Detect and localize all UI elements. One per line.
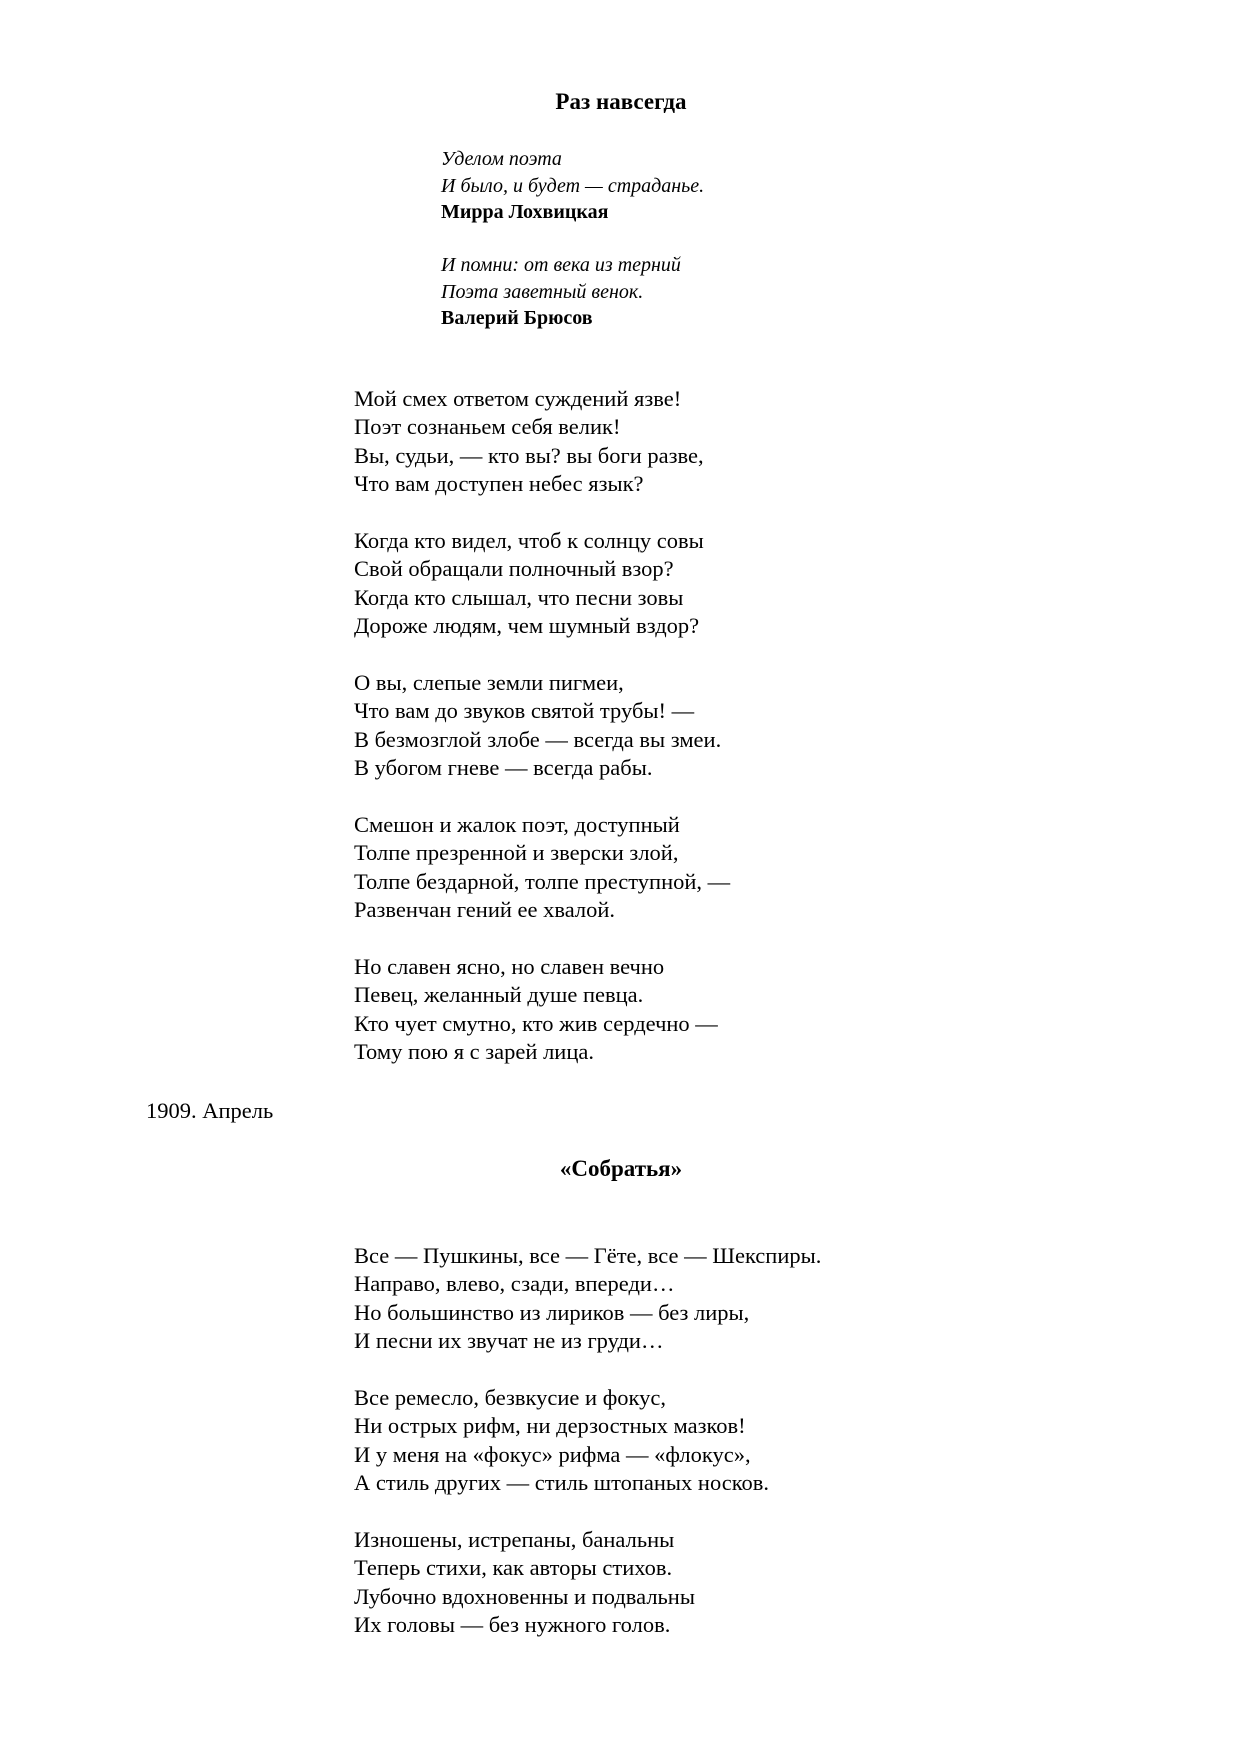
verse-line: И у меня на «фокус» рифма — «флокус», bbox=[354, 1441, 751, 1467]
verse-line: В безмозглой злобе — всегда вы змеи. bbox=[354, 726, 722, 752]
verse-line: Все ремесло, безвкусие и фокус, bbox=[354, 1385, 667, 1411]
stanza bbox=[354, 385, 730, 499]
epigraph-line: И помни: от века из терний bbox=[441, 254, 681, 276]
verse-line: Дороже людям, чем шумный вздор? bbox=[354, 613, 700, 639]
epigraph-line: Уделом поэта bbox=[441, 148, 562, 170]
poem-body bbox=[354, 385, 730, 1067]
stanza bbox=[354, 1384, 821, 1498]
epigraph bbox=[441, 252, 704, 332]
verse-line: Их головы — без нужного голов. bbox=[354, 1612, 671, 1638]
stanza bbox=[354, 953, 730, 1067]
verse-line: Теперь стихи, как авторы стихов. bbox=[354, 1555, 673, 1581]
verse-line: В убогом гневе — всегда рабы. bbox=[354, 755, 653, 781]
verse-line: Ни острых рифм, ни дерзостных мазков! bbox=[354, 1413, 746, 1439]
verse-line: Но славен ясно, но славен вечно bbox=[354, 954, 665, 980]
epigraph-line: Поэта заветный венок. bbox=[441, 280, 644, 303]
verse-line: Лубочно вдохновенны и подвальны bbox=[354, 1583, 695, 1609]
verse-line: О вы, слепые земли пигмеи, bbox=[354, 670, 624, 696]
verse-line: Певец, желанный душе певца. bbox=[354, 982, 644, 1008]
verse-line: Толпе бездарной, толпе преступной, — bbox=[354, 868, 731, 894]
epigraph bbox=[441, 146, 704, 226]
epigraph-author: Мирра Лохвицкая bbox=[441, 201, 609, 223]
verse-line: Свой обращали полночный взор? bbox=[354, 556, 674, 582]
poem-title: «Собратья» bbox=[559, 1156, 683, 1181]
epigraph-spacer bbox=[441, 226, 704, 253]
epigraph-block bbox=[441, 146, 704, 332]
verse-line: Смешон и жалок поэт, доступный bbox=[354, 812, 680, 838]
verse-line: Когда кто слышал, что песни зовы bbox=[354, 584, 684, 610]
poem-body bbox=[354, 1242, 821, 1640]
verse-line: Все — Пушкины, все — Гёте, все — Шекспиры. bbox=[354, 1243, 822, 1268]
verse-line: Когда кто видел, чтоб к солнцу совы bbox=[354, 528, 704, 554]
verse-line: Развенчан гений ее хвалой. bbox=[354, 897, 616, 923]
verse-line: Но большинство из лириков — без лиры, bbox=[354, 1299, 750, 1325]
stanza bbox=[354, 1242, 821, 1356]
epigraph-line: И было, и будет — страданье. bbox=[441, 174, 705, 197]
verse-line: Изношены, истрепаны, банальны bbox=[354, 1527, 675, 1553]
verse-line: Что вам до звуков святой трубы! — bbox=[354, 698, 695, 724]
stanza bbox=[354, 527, 730, 641]
verse-line: Что вам доступен небес язык? bbox=[354, 471, 644, 497]
verse-line: Поэт сознаньем себя велик! bbox=[354, 414, 621, 440]
poem-date: 1909. Апрель bbox=[146, 1098, 274, 1123]
verse-line: Вы, судьи, — кто вы? вы боги разве, bbox=[354, 442, 704, 468]
verse-line: Тому пою я с зарей лица. bbox=[354, 1039, 594, 1065]
stanza bbox=[354, 811, 730, 925]
verse-line: Направо, влево, сзади, впереди… bbox=[354, 1271, 675, 1297]
poem-title: Раз навсегда bbox=[555, 89, 687, 114]
verse-line: А стиль других — стиль штопаных носков. bbox=[354, 1470, 770, 1496]
verse-line: Кто чует смутно, кто жив сердечно — bbox=[354, 1010, 718, 1036]
stanza bbox=[354, 669, 730, 783]
stanza bbox=[354, 1526, 821, 1640]
verse-line: Мой смех ответом суждений язве! bbox=[354, 386, 682, 411]
verse-line: Толпе презренной и зверски злой, bbox=[354, 840, 679, 866]
verse-line: И песни их звучат не из груди… bbox=[354, 1328, 664, 1354]
epigraph-author: Валерий Брюсов bbox=[441, 307, 593, 329]
